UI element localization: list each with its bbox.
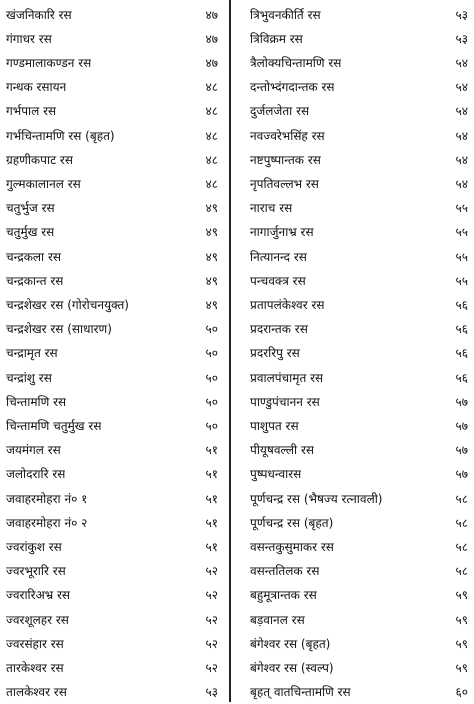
index-entry [236,534,474,558]
index-entry [0,123,226,147]
entry-page-number: ५५ [455,201,468,216]
entry-page-number: ४८ [205,104,218,119]
entry-page-number: ५४ [455,104,468,119]
index-entry [236,486,474,510]
entry-page-number: ५१ [205,467,218,482]
entry-name: ज्वरसंहार रस [6,636,64,651]
entry-name: बंगेश्वर रस (बृहत) [250,636,331,651]
entry-name: चतुर्मुख रस [6,225,55,240]
index-entry [0,510,226,534]
entry-page-number: ४८ [205,128,218,143]
entry-name: ग्रहणीकपाट रस [6,152,73,167]
entry-name: गुल्मकालानल रस [6,176,81,191]
entry-name: पूर्णचन्द्र रस (बृहत) [250,515,334,530]
entry-name: पाण्डुपंचानन रस [250,394,320,409]
index-entry [236,75,474,99]
entry-name: ज्वरांकुश रस [6,539,62,554]
entry-name: ज्वरशूलहर रस [6,612,69,627]
entry-page-number: ५६ [455,346,468,361]
entry-name: त्रिविक्रम रस [250,31,303,46]
entry-page-number: ५२ [205,660,218,675]
entry-name: चन्द्रकान्त रस [6,273,64,288]
index-entry [0,486,226,510]
entry-name: गर्भपाल रस [6,104,57,119]
entry-name: चन्द्रकला रस [6,249,61,264]
entry-name: चन्द्रांशु रस [6,370,52,385]
index-entry [0,583,226,607]
index-entry [0,50,226,74]
entry-page-number: ४९ [205,297,218,312]
entry-page-number: ५७ [455,394,468,409]
index-entry [0,607,226,631]
entry-name: त्रिभुवनकीर्ति रस [250,7,321,22]
index-entry [0,292,226,316]
entry-page-number: ५१ [205,539,218,554]
entry-name: खंजनिकारि रस [6,7,72,22]
index-entry [0,2,226,26]
index-entry [236,317,474,341]
index-entry [0,341,226,365]
entry-page-number: ५४ [455,176,468,191]
entry-page-number: ४७ [205,31,218,46]
entry-page-number: ५५ [455,225,468,240]
entry-name: पूर्णचन्द्र रस (भैषज्य रत्नावली) [250,491,383,506]
index-entry [0,171,226,195]
index-entry [236,365,474,389]
entry-page-number: ५६ [455,297,468,312]
index-entry [0,462,226,486]
entry-name: नागार्जुनाभ्र रस [250,225,314,240]
entry-page-number: ५२ [205,564,218,579]
entry-name: जवाहरमोहरा नं० २ [6,515,88,530]
entry-name: बृहत् वातचिन्तामणि रस [250,685,351,700]
entry-page-number: ५८ [455,491,468,506]
index-entry [0,559,226,583]
entry-name: तारकेश्वर रस [6,660,64,675]
entry-name: त्रैलोक्यचिन्तामणि रस [250,55,342,70]
index-entry [236,341,474,365]
entry-page-number: ५९ [455,636,468,651]
index-entry [236,438,474,462]
index-entry [0,220,226,244]
entry-page-number: ५८ [455,515,468,530]
entry-name: गन्धक रसायन [6,80,67,95]
index-entry [236,607,474,631]
entry-name: गर्भचिन्तामणि रस (बृहत) [6,128,115,143]
index-entry [236,147,474,171]
entry-page-number: ५१ [205,443,218,458]
entry-page-number: ५६ [455,322,468,337]
index-entry [236,2,474,26]
index-entry [0,317,226,341]
entry-page-number: ४८ [205,176,218,191]
entry-page-number: ५२ [205,588,218,603]
entry-page-number: ५३ [455,31,468,46]
entry-name: चिन्तामणि रस [6,394,67,409]
entry-name: पीयूषवल्ली रस [250,443,314,458]
entry-name: जवाहरमोहरा नं० १ [6,491,88,506]
index-column-right [236,0,474,702]
entry-name: पुष्पधन्वारस [250,467,302,482]
index-entry [236,631,474,655]
entry-name: वसन्ततिलक रस [250,564,320,579]
index-entry [0,655,226,679]
entry-name: चन्द्रशेखर रस (साधारण) [6,322,112,337]
entry-page-number: ६० [455,685,468,700]
entry-page-number: ५९ [455,612,468,627]
entry-page-number: ५८ [455,564,468,579]
index-entry [236,680,474,704]
index-entry [0,680,226,704]
entry-page-number: ५० [205,370,218,385]
index-entry [0,534,226,558]
index-entry [0,244,226,268]
entry-name: पन्चवक्त्र रस [250,273,306,288]
index-entry [236,171,474,195]
entry-page-number: ५४ [455,152,468,167]
index-entry [236,50,474,74]
index-entry [0,268,226,292]
index-entry [0,438,226,462]
index-entry [236,413,474,437]
entry-page-number: ४९ [205,225,218,240]
entry-page-number: ५५ [455,249,468,264]
index-entry [0,196,226,220]
entry-name: जलोदरारि रस [6,467,66,482]
entry-page-number: ५८ [455,539,468,554]
entry-name: ज्वरभूरारि रस [6,564,66,579]
entry-name: नित्यानन्द रस [250,249,307,264]
entry-page-number: ५४ [455,80,468,95]
entry-page-number: ५२ [205,636,218,651]
entry-name: ज्वरारिअभ्र रस [6,588,71,603]
entry-page-number: ४९ [205,249,218,264]
index-entry [0,99,226,123]
entry-page-number: ५० [205,418,218,433]
index-entry [0,26,226,50]
index-entry [236,292,474,316]
index-entry [236,196,474,220]
entry-page-number: ५७ [455,443,468,458]
entry-name: चतुर्भुज रस [6,201,55,216]
entry-name: प्रवालपंचामृत रस [250,370,324,385]
entry-name: प्रदरान्तक रस [250,322,308,337]
entry-page-number: ५४ [455,55,468,70]
entry-name: पाशुपत रस [250,418,299,433]
index-entry [236,389,474,413]
entry-page-number: ४९ [205,273,218,288]
index-column-left [0,0,226,702]
entry-page-number: ५३ [205,685,218,700]
column-divider [229,0,231,702]
entry-page-number: ४८ [205,152,218,167]
entry-page-number: ५९ [455,660,468,675]
index-entry [0,389,226,413]
entry-name: बंगेश्वर रस (स्वल्प) [250,660,334,675]
entry-name: जयमंगल रस [6,443,61,458]
index-entry [236,99,474,123]
entry-page-number: ५३ [455,7,468,22]
index-entry [236,655,474,679]
index-entry [236,244,474,268]
entry-page-number: ५६ [455,370,468,385]
entry-page-number: ५० [205,322,218,337]
entry-page-number: ५१ [205,491,218,506]
entry-page-number: ५१ [205,515,218,530]
entry-name: बड़वानल रस [250,612,305,627]
entry-page-number: ४९ [205,201,218,216]
entry-name: गण्डमालाकण्डन रस [6,55,92,70]
index-entry [0,413,226,437]
index-entry [0,147,226,171]
entry-page-number: ४७ [205,7,218,22]
entry-page-number: ५२ [205,612,218,627]
entry-name: बहुमूत्रान्तक रस [250,588,317,603]
entry-page-number: ४७ [205,55,218,70]
entry-page-number: ५७ [455,467,468,482]
index-entry [236,583,474,607]
index-entry [0,365,226,389]
entry-name: नष्टपुष्पान्तक रस [250,152,321,167]
entry-name: चन्द्रामृत रस [6,346,58,361]
index-entry [236,123,474,147]
entry-page-number: ५० [205,394,218,409]
entry-page-number: ५७ [455,418,468,433]
index-entry [236,559,474,583]
entry-name: चन्द्रशेखर रस (गोरोचनयुक्त) [6,297,129,312]
index-entry [236,510,474,534]
entry-name: वसन्तकुसुमाकर रस [250,539,334,554]
index-entry [236,26,474,50]
index-entry [236,462,474,486]
entry-name: गंगाधर रस [6,31,52,46]
index-entry [236,268,474,292]
entry-name: नवज्वरेभसिंह रस [250,128,325,143]
entry-name: प्रतापलंकेश्वर रस [250,297,325,312]
entry-name: तालकेश्वर रस [6,685,67,700]
entry-name: प्रदररिपु रस [250,346,300,361]
entry-page-number: ५० [205,346,218,361]
entry-name: नाराच रस [250,201,293,216]
entry-page-number: ४८ [205,80,218,95]
entry-name: दुर्जलजेता रस [250,104,310,119]
entry-name: चिन्तामणि चतुर्मुख रस [6,418,102,433]
entry-page-number: ५५ [455,273,468,288]
index-entry [236,220,474,244]
index-entry [0,75,226,99]
entry-name: दन्तोभ्दंगदान्तक रस [250,80,335,95]
entry-page-number: ५९ [455,588,468,603]
entry-page-number: ५४ [455,128,468,143]
entry-name: नृपतिवल्लभ रस [250,176,319,191]
index-entry [0,631,226,655]
